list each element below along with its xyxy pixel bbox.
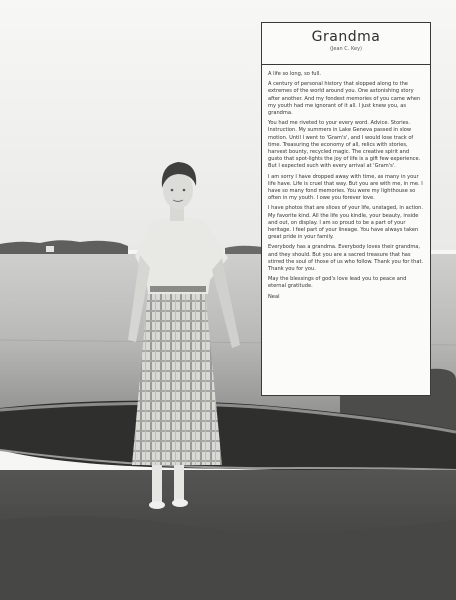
poem-stanza: A century of personal history that slopped along to the extremes of the world around you. One astonishing story after another. And my fondest memories of you came when my youth had me ignorant of it all. I just knew you, as grandma. [268,81,421,117]
poem-stanza: I have photos that are slices of your life, unstaged, in action. My favorite kind. All the life you kindle, your beauty, inside and out, on display. I am so proud to be a part of your heritage. I feel part of your lineage. You have always taken great pride in your family. [268,205,423,241]
poem-title: Grandma [311,29,381,45]
poem-stanza: You had me riveted to your every word. Advice. Stories. Instruction. My summers in Lake Geneva passed in slow motion. Until I went to 'Gram's', and I would lose track of time. Treasuring the economy of all, relics with stories, harvest bounty, recycled magic. The creative spirit and gusto that spot-lights the joy of life is a gift few experience. But I expected such with every arrival at 'Gram's'. [268,120,421,170]
poem-panel [261,22,431,396]
poem-stanza: May the blessings of god's love lead you to peace and eternal gratitude. [268,276,407,290]
poem-body [262,65,430,301]
poem-header [262,23,430,65]
poem-author: (Jean C. Key) [329,46,362,52]
poem-signature: Neal [268,293,280,300]
poem-stanza: A life so long, so full. [268,71,321,77]
poem-stanza: Everybody has a grandma. Everybody loves their grandma, and they should. But you are a sacred treasure that has stirred the soul of those of us who follow. Thank you for that. Thank you for you. [268,244,424,273]
poem-stanza: I am sorry I have dropped away with time, as many in your life have. Life is cruel that way. But you are with me, in me. I have so many fond memories. You were my lighthouse so often in my youth. I owe you forever love. [268,173,423,202]
